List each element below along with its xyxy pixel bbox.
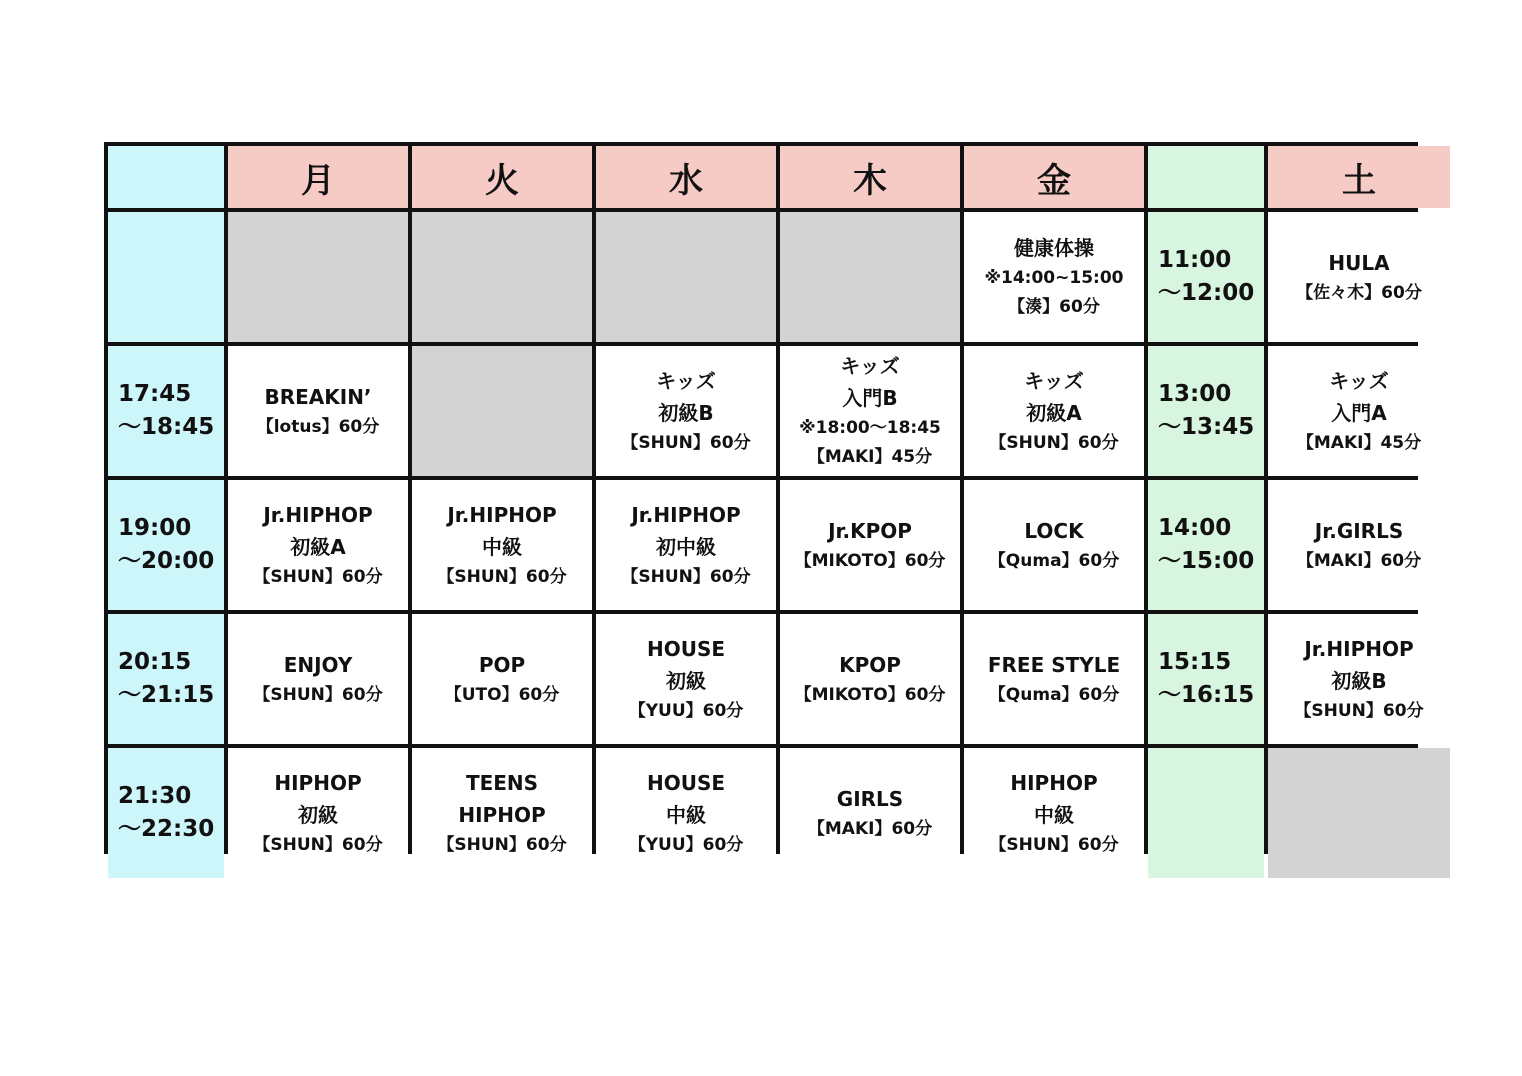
empty-slot bbox=[412, 212, 592, 342]
class-cell-fri-4 bbox=[964, 614, 1144, 744]
time-start: 15:15 bbox=[1158, 649, 1232, 675]
class-level: 初級 bbox=[298, 802, 338, 827]
class-title: Jr.GIRLS bbox=[1314, 518, 1404, 543]
class-instructor: 【UTO】60分 bbox=[444, 684, 560, 705]
class-cell-wed-3 bbox=[596, 480, 776, 610]
class-title: HIPHOP bbox=[1010, 770, 1098, 795]
class-level: 初級B bbox=[658, 400, 714, 425]
class-title: 健康体操 bbox=[1014, 236, 1094, 260]
time-start: 19:00 bbox=[118, 515, 192, 541]
time-end: 〜18:45 bbox=[118, 414, 215, 440]
time-cell-2 bbox=[108, 346, 224, 476]
class-instructor: 【MAKI】60分 bbox=[1296, 550, 1422, 571]
empty-slot bbox=[596, 212, 776, 342]
time-end: 〜15:00 bbox=[1158, 548, 1255, 574]
class-cell-wed-4 bbox=[596, 614, 776, 744]
class-cell-sat-2 bbox=[1268, 346, 1450, 476]
class-level: 初級A bbox=[290, 534, 346, 559]
day-header-thu: 木 bbox=[780, 146, 960, 208]
day-header-mon: 月 bbox=[228, 146, 408, 208]
schedule-table bbox=[104, 142, 1424, 855]
class-level: 入門A bbox=[1331, 400, 1387, 425]
class-title: TEENS bbox=[465, 770, 539, 795]
time-end: 〜12:00 bbox=[1158, 280, 1255, 306]
class-cell-mon-3 bbox=[228, 480, 408, 610]
class-note: ※18:00〜18:45 bbox=[799, 418, 941, 438]
class-cell-thu-4 bbox=[780, 614, 960, 744]
empty-slot bbox=[412, 346, 592, 476]
class-level: 初級B bbox=[1331, 668, 1387, 693]
class-instructor: 【SHUN】60分 bbox=[989, 834, 1119, 855]
class-instructor: 【SHUN】60分 bbox=[253, 566, 383, 587]
class-instructor: 【SHUN】60分 bbox=[989, 432, 1119, 453]
class-level: 初級 bbox=[666, 668, 706, 693]
class-cell-fri-2 bbox=[964, 346, 1144, 476]
class-title: FREE STYLE bbox=[987, 652, 1121, 677]
class-instructor: 【SHUN】60分 bbox=[1294, 700, 1424, 721]
class-level: 中級 bbox=[666, 802, 706, 827]
class-instructor: 【SHUN】60分 bbox=[253, 834, 383, 855]
class-instructor: 【MAKI】45分 bbox=[807, 447, 933, 467]
class-title: HIPHOP bbox=[274, 770, 362, 795]
time-cell-5 bbox=[108, 748, 224, 878]
class-cell-fri-3 bbox=[964, 480, 1144, 610]
class-instructor: 【MAKI】60分 bbox=[807, 818, 933, 839]
class-cell-sat-3 bbox=[1268, 480, 1450, 610]
time-start: 20:15 bbox=[118, 649, 192, 675]
class-title: Jr.HIPHOP bbox=[447, 502, 557, 527]
class-level: 中級 bbox=[1034, 802, 1074, 827]
class-instructor: 【MAKI】45分 bbox=[1296, 432, 1422, 453]
class-level: HIPHOP bbox=[458, 802, 546, 827]
time-end: 〜22:30 bbox=[118, 816, 215, 842]
class-cell-fri-5 bbox=[964, 748, 1144, 878]
class-level: 初級A bbox=[1026, 400, 1082, 425]
class-instructor: 【YUU】60分 bbox=[628, 834, 744, 855]
class-title: キッズ bbox=[1329, 368, 1389, 393]
sat-time-1 bbox=[1148, 212, 1264, 342]
class-level: 初中級 bbox=[656, 534, 716, 559]
class-title: HOUSE bbox=[646, 770, 726, 795]
class-cell-tue-5 bbox=[412, 748, 592, 878]
class-instructor: 【Quma】60分 bbox=[988, 550, 1120, 571]
time-start: 13:00 bbox=[1158, 381, 1232, 407]
class-instructor: 【佐々木】60分 bbox=[1296, 282, 1422, 303]
class-title: POP bbox=[478, 652, 526, 677]
time-start: 14:00 bbox=[1158, 515, 1232, 541]
corner-cell bbox=[108, 146, 224, 208]
class-title: キッズ bbox=[840, 354, 900, 378]
time-start: 21:30 bbox=[118, 783, 192, 809]
class-instructor: 【SHUN】60分 bbox=[253, 684, 383, 705]
class-instructor: 【SHUN】60分 bbox=[437, 834, 567, 855]
time-cell-3 bbox=[108, 480, 224, 610]
class-instructor: 【湊】60分 bbox=[1008, 297, 1100, 317]
class-level: 中級 bbox=[482, 534, 522, 559]
class-title: Jr.HIPHOP bbox=[1304, 636, 1414, 661]
class-cell-mon-4 bbox=[228, 614, 408, 744]
class-instructor: 【MIKOTO】60分 bbox=[794, 550, 946, 571]
class-cell-fri-1 bbox=[964, 212, 1144, 342]
empty-slot bbox=[228, 212, 408, 342]
class-cell-tue-3 bbox=[412, 480, 592, 610]
class-cell-mon-2 bbox=[228, 346, 408, 476]
sat-time-3 bbox=[1148, 480, 1264, 610]
class-cell-wed-2 bbox=[596, 346, 776, 476]
time-end: 〜13:45 bbox=[1158, 414, 1255, 440]
class-cell-thu-5 bbox=[780, 748, 960, 878]
class-instructor: 【Quma】60分 bbox=[988, 684, 1120, 705]
time-end: 〜21:15 bbox=[118, 682, 215, 708]
class-instructor: 【lotus】60分 bbox=[256, 416, 380, 437]
time-start: 11:00 bbox=[1158, 247, 1232, 273]
time-start: 17:45 bbox=[118, 381, 192, 407]
class-title: Jr.HIPHOP bbox=[263, 502, 373, 527]
class-title: Jr.HIPHOP bbox=[631, 502, 741, 527]
class-title: BREAKIN’ bbox=[264, 384, 372, 409]
day-header-tue: 火 bbox=[412, 146, 592, 208]
class-cell-sat-4 bbox=[1268, 614, 1450, 744]
time-cell-4 bbox=[108, 614, 224, 744]
sat-time-2 bbox=[1148, 346, 1264, 476]
class-cell-sat-1 bbox=[1268, 212, 1450, 342]
class-title: Jr.KPOP bbox=[828, 518, 912, 543]
class-title: GIRLS bbox=[836, 786, 904, 811]
class-title: HULA bbox=[1328, 250, 1390, 275]
class-title: KPOP bbox=[839, 652, 901, 677]
sat-time-header bbox=[1148, 146, 1264, 208]
class-note: ※14:00~15:00 bbox=[984, 268, 1124, 288]
class-title: キッズ bbox=[1024, 368, 1084, 393]
class-title: LOCK bbox=[1024, 518, 1084, 543]
empty-slot bbox=[780, 212, 960, 342]
sat-time-empty bbox=[1148, 748, 1264, 878]
time-end: 〜20:00 bbox=[118, 548, 215, 574]
class-instructor: 【YUU】60分 bbox=[628, 700, 744, 721]
class-level: 入門B bbox=[842, 386, 898, 410]
sat-time-4 bbox=[1148, 614, 1264, 744]
time-end: 〜16:15 bbox=[1158, 682, 1255, 708]
class-cell-thu-3 bbox=[780, 480, 960, 610]
day-header-fri: 金 bbox=[964, 146, 1144, 208]
class-instructor: 【SHUN】60分 bbox=[437, 566, 567, 587]
class-cell-mon-5 bbox=[228, 748, 408, 878]
class-title: キッズ bbox=[656, 368, 716, 393]
day-header-wed: 水 bbox=[596, 146, 776, 208]
class-cell-tue-4 bbox=[412, 614, 592, 744]
class-cell-thu-2 bbox=[780, 346, 960, 476]
class-instructor: 【SHUN】60分 bbox=[621, 432, 751, 453]
class-cell-wed-5 bbox=[596, 748, 776, 878]
class-instructor: 【SHUN】60分 bbox=[621, 566, 751, 587]
empty-slot bbox=[1268, 748, 1450, 878]
day-header-sat: 土 bbox=[1268, 146, 1450, 208]
class-title: ENJOY bbox=[283, 652, 353, 677]
class-title: HOUSE bbox=[646, 636, 726, 661]
class-instructor: 【MIKOTO】60分 bbox=[794, 684, 946, 705]
time-cell-empty bbox=[108, 212, 224, 342]
